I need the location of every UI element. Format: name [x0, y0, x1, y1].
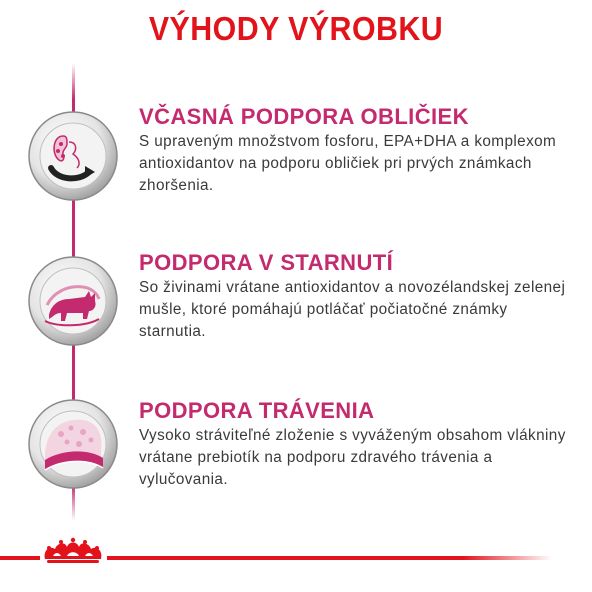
benefit-title-kidney: VČASNÁ PODPORA OBLIČIEK — [139, 104, 469, 129]
footer-line-right — [107, 556, 552, 560]
benefit-text-kidney: S upraveným množstvom fosforu, EPA+DHA a komplexom antioxidantov na podporu obličiek pri prvých známkach zhoršenia. — [139, 133, 557, 194]
crown-logo-icon — [41, 537, 105, 565]
benefit-title-aging: PODPORA V STARNUTÍ — [139, 250, 394, 275]
benefit-title-digestion: PODPORA TRÁVENIA — [139, 398, 375, 423]
kidney-icon — [27, 110, 119, 202]
aging-cat-icon — [27, 255, 119, 347]
benefit-text-aging: So živinami vrátane antioxidantov a novozélandskej zelenej mušle, ktoré pomáhajú potláčať počiatočné známky starnutia. — [139, 279, 566, 340]
benefit-text-digestion: Vysoko stráviteľné zloženie s vyváženým obsahom vlákniny vrátane prebiotík na podporu zdravého trávenia a vylučovania. — [139, 427, 566, 488]
footer-line-left — [0, 556, 40, 560]
page-title: VÝHODY VÝROBKU — [148, 10, 444, 47]
digestion-icon — [27, 398, 119, 490]
